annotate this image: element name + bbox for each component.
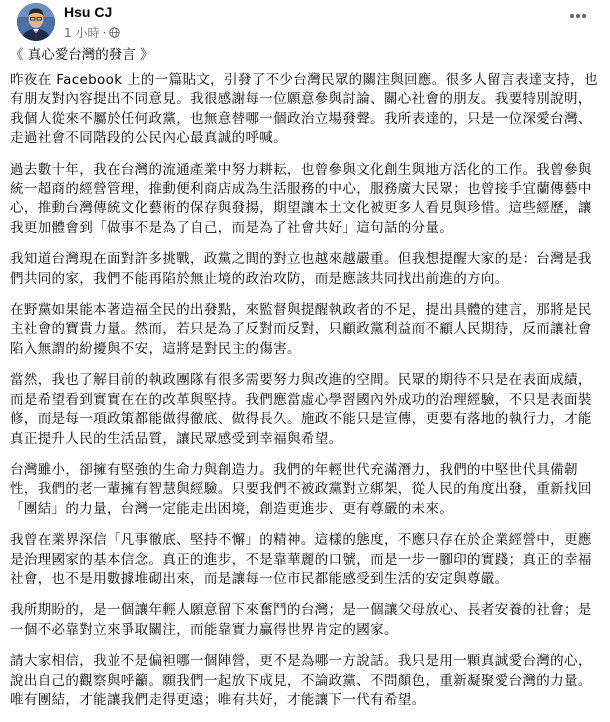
avatar[interactable] [17,3,55,41]
globe-icon[interactable] [109,27,120,38]
profile-photo-icon [17,3,55,41]
post-title: 《 真心愛台灣的發言 》 [10,47,154,63]
post-paragraph-7: 我曾在業界深信「凡事徹底、堅持不懈」的精神。這樣的態度，不應只存在於企業經營中，更應是治理國家的基本信念。真正的進步，不是靠華麗的口號，而是一步一腳印的實踐；真正的幸福社會，也不是用數據堆砌出來，而是讓每一位市民都能感受到生活的安定與尊嚴。 [10,532,592,587]
meta-separator: · [102,25,107,40]
post-header [10,0,600,48]
post-paragraph-3: 我知道台灣現在面對許多挑戰，政黨之間的對立也越來越嚴重。但我想提醒大家的是：台灣是我們共同的家，我們不能再陷於無止境的政治攻防，而是應該共同找出前進的方向。 [10,251,592,287]
post-meta [64,24,120,41]
post-paragraph-2: 過去數十年，我在台灣的流通產業中努力耕耘，也曾參與文化創生與地方活化的工作。我曾參與統一超商的經營管理，推動便利商店成為生活服務的中心，服務廣大民眾；也曾接手宜蘭傳藝中心，推動台灣傳統文化藝術的保存與發揚，期望讓本土文化被更多人看見與珍惜。這些經歷，讓我更加體會到「做事不是為了自己，而是為了社會共好」這句話的分量。 [10,161,592,236]
more-horizontal-icon [570,14,574,18]
post-paragraph-5: 當然，我也了解目前的執政團隊有很多需要努力與改進的空間。民眾的期待不只是在表面成績，而是希望看到實實在在的改革與堅持。我們應當虛心學習國內外成功的治理經驗，不只是表面裝修，而是每一項政策都能做得徹底、做得長久。施政不能只是宣傳，更要有落地的執行力，才能真正提升人民的生活品質，讓民眾感受到幸福與希望。 [10,372,592,447]
post-paragraph-8: 我所期盼的，是一個讓年輕人願意留下來奮鬥的台灣；是一個讓父母放心、長者安養的社會；是一個不必靠對立來爭取關注，而能靠實力贏得世界肯定的國家。 [10,602,592,638]
post-body [10,45,602,722]
more-options-button[interactable] [564,2,592,30]
post-timestamp[interactable]: 1 小時 [64,26,100,40]
post-paragraph-4: 在野黨如果能本著造福全民的出發點，來監督與提醒執政者的不足，提出具體的建言，那將是民主社會的寶貴力量。然而，若只是為了反對而反對，只顧政黨利益而不顧人民期待，反而讓社會陷入無謂的紛擾與不安，這將是對民主的傷害。 [10,302,592,357]
post-paragraph-1: 昨夜在 Facebook 上的一篇貼文，引發了不少台灣民眾的關注與回應。很多人留言表達支持，也有朋友對內容提出不同意見。我很感謝每一位願意參與討論、關心社會的朋友。我要特別說明，我個人從來不屬於任何政黨，也無意替哪一個政治立場發聲。我所表達的，只是一位深愛台灣、走過社會不同階段的公民內心最真誠的呼喊。 [10,72,598,147]
post-author-name[interactable]: Hsu CJ [64,4,113,20]
post-paragraph-9: 請大家相信，我並不是偏袒哪一個陣營，更不是為哪一方說話。我只是用一顆真誠愛台灣的心，說出自己的觀察與呼籲。願我們一起放下成見，不論政黨、不問顏色，重新凝聚愛台灣的力量。唯有團結，才能讓我們走得更遠；唯有共好，才能讓下一代有希望。 [10,653,592,708]
post-paragraph-6: 台灣雖小，卻擁有堅強的生命力與創造力。我們的年輕世代充滿潛力，我們的中堅世代具備韌性，我們的老一輩擁有智慧與經驗。只要我們不被政黨對立綁架，從人民的角度出發，重新找回「團結」的力量，台灣一定能走出困境，創造更進步、更有尊嚴的未來。 [10,461,592,517]
